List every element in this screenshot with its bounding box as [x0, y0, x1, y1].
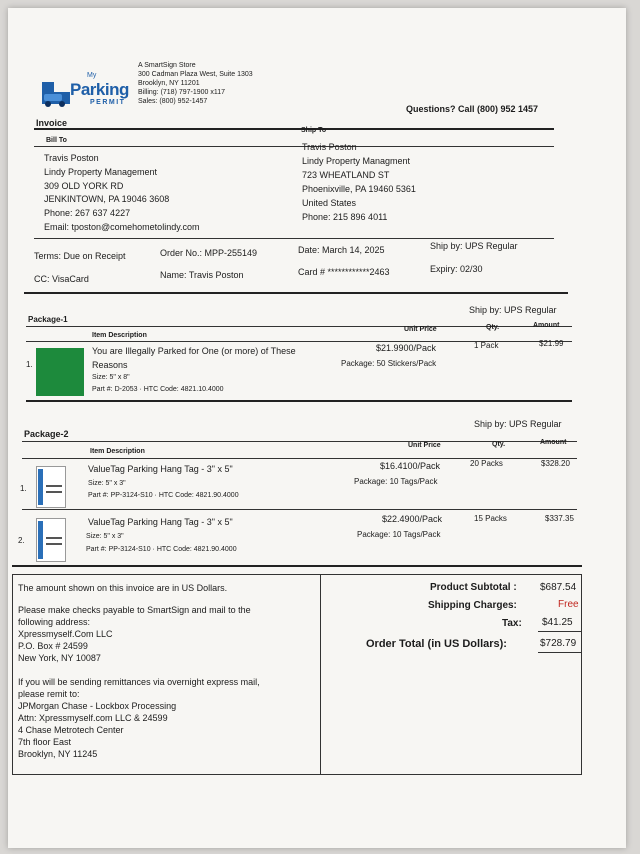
col-item-description: Item Description [90, 448, 145, 455]
tax-value: $41.25 [542, 617, 573, 628]
footer-left-border [12, 574, 13, 774]
col-amount: Amount [533, 322, 560, 329]
col-unit-price: Unit Price [404, 326, 437, 333]
col-unit-price: Unit Price [408, 442, 441, 449]
package-1-ship-by: Ship by: UPS Regular [469, 305, 557, 315]
item-size: Size: 5" x 3" [86, 533, 124, 540]
card-expiry: Expiry: 02/30 [430, 264, 483, 274]
ship-to-line: Phoenixville, PA 19460 5361 [302, 184, 416, 194]
item-size: Size: 5" x 3" [88, 480, 126, 487]
ship-to-line: United States [302, 198, 357, 208]
checks-note-cont: following address: [18, 617, 91, 627]
item-amount: $337.35 [545, 514, 574, 523]
store-address-1: 300 Cadman Plaza West, Suite 1303 [138, 71, 253, 78]
item-number: 1. [26, 360, 33, 369]
item-description: You are Illegally Parked for One (or more) of These [92, 346, 296, 356]
order-number: Order No.: MPP-255149 [160, 248, 258, 258]
store-address-2: Brooklyn, NY 11201 [138, 80, 200, 87]
ship-to-line: Travis Poston [302, 142, 357, 152]
subtotal-value: $687.54 [540, 582, 577, 593]
bill-to-heading: Bill To [46, 137, 67, 144]
hang-tag-thumbnail [36, 518, 66, 562]
col-qty: Qty. [492, 441, 506, 448]
ship-to-line: Lindy Property Managment [302, 156, 411, 166]
tax-underline [538, 631, 582, 632]
header-divider [34, 128, 554, 130]
cardholder-name: Name: Travis Poston [160, 270, 244, 280]
item-part-number: Part #: PP-3124-S10 · HTC Code: 4821.90.4000 [86, 546, 237, 553]
item-qty: 20 Packs [470, 459, 503, 468]
bill-to-line: 309 OLD YORK RD [44, 181, 124, 191]
item-number: 1. [20, 484, 27, 493]
order-info-divider [24, 292, 568, 294]
currency-note: The amount shown on this invoice are in US Dollars. [18, 583, 228, 593]
order-total-label: Order Total (in US Dollars): [366, 638, 507, 650]
logo-main-text: Parking [70, 80, 129, 99]
invoice-title: Invoice [36, 118, 68, 128]
col-item-description: Item Description [92, 332, 147, 339]
shipping-label: Shipping Charges: [428, 600, 517, 611]
item-description-cont: Reasons [92, 360, 128, 370]
logo-top-text: My [87, 72, 97, 79]
item-unit-price: $21.9900/Pack [376, 343, 437, 353]
address-heading-divider [34, 146, 554, 147]
remit-address-line: Attn: Xpressmyself.com LLC & 24599 [18, 713, 168, 723]
package-1-label: Package-1 [28, 315, 68, 324]
overnight-note-cont: please remit to: [18, 689, 80, 699]
checks-note: Please make checks payable to SmartSign and mail to the [18, 605, 251, 615]
hang-tag-thumbnail [36, 466, 66, 508]
logo-sub-text: PERMIT [90, 99, 126, 106]
my-parking-permit-logo [40, 68, 138, 114]
tax-label: Tax: [502, 618, 522, 629]
package-2-item-rule [22, 509, 577, 510]
item-package: Package: 10 Tags/Pack [354, 477, 438, 486]
footer-bottom-rule [12, 774, 582, 775]
package-1-bottom-rule [26, 400, 572, 402]
package-2-bottom-rule [12, 565, 582, 567]
item-description: ValueTag Parking Hang Tag - 3" x 5" [88, 464, 233, 474]
mail-address-line: Xpressmyself.Com LLC [18, 629, 113, 639]
item-description: ValueTag Parking Hang Tag - 3" x 5" [88, 517, 233, 527]
card-number: Card # ************2463 [298, 267, 390, 277]
footer-center-divider [320, 574, 321, 774]
ship-to-line: 723 WHEATLAND ST [302, 170, 390, 180]
overnight-note: If you will be sending remittances via overnight express mail, [18, 677, 260, 687]
remit-address-line: Brooklyn, NY 11245 [18, 749, 98, 759]
car-icon [40, 74, 72, 108]
sticker-thumbnail [36, 348, 84, 396]
remit-address-line: JPMorgan Chase - Lockbox Processing [18, 701, 177, 711]
order-total-value: $728.79 [540, 638, 577, 649]
col-qty: Qty. [486, 324, 500, 331]
remit-address-line: 4 Chase Metrotech Center [18, 725, 124, 735]
item-unit-price: $22.4900/Pack [382, 514, 443, 524]
item-package: Package: 10 Tags/Pack [357, 530, 441, 539]
terms: Terms: Due on Receipt [34, 251, 126, 261]
mail-address-line: New York, NY 10087 [18, 653, 101, 663]
footer-right-border [581, 574, 582, 774]
store-sales-phone: Sales: (800) 952-1457 [138, 98, 208, 105]
item-unit-price: $16.4100/Pack [380, 461, 441, 471]
subtotal-label: Product Subtotal : [430, 582, 517, 593]
item-number: 2. [18, 536, 25, 545]
ship-by: Ship by: UPS Regular [430, 241, 518, 251]
package-2-label: Package-2 [24, 429, 69, 439]
item-part-number: Part #: D-2053 · HTC Code: 4821.10.4000 [92, 386, 224, 393]
invoice-page [8, 8, 626, 848]
bill-to-line: Phone: 267 637 4227 [44, 208, 131, 218]
order-date: Date: March 14, 2025 [298, 245, 385, 255]
footer-top-rule [12, 574, 582, 575]
item-amount: $328.20 [541, 459, 570, 468]
ship-to-line: Phone: 215 896 4011 [302, 212, 388, 222]
ship-to-heading: Ship To [301, 127, 327, 134]
col-amount: Amount [540, 439, 567, 446]
mail-address-line: P.O. Box # 24599 [18, 641, 88, 651]
bill-to-line: Travis Poston [44, 153, 99, 163]
bill-to-email: Email: tposton@comehometolindy.com [44, 222, 200, 232]
item-part-number: Part #: PP-3124-S10 · HTC Code: 4821.90.4000 [88, 492, 239, 499]
bill-to-line: Lindy Property Management [44, 167, 158, 177]
item-size: Size: 5" x 8" [92, 374, 130, 381]
item-qty: 1 Pack [474, 341, 499, 350]
address-bottom-divider [34, 238, 554, 239]
item-amount: $21.99 [539, 339, 564, 348]
total-underline [538, 652, 582, 653]
store-billing-phone: Billing: (718) 797-1900 x117 [138, 89, 226, 96]
questions-phone: Questions? Call (800) 952 1457 [406, 104, 539, 114]
bill-to-line: JENKINTOWN, PA 19046 3608 [44, 194, 170, 204]
item-qty: 15 Packs [474, 514, 507, 523]
package-2-ship-by: Ship by: UPS Regular [474, 419, 562, 429]
credit-card-type: CC: VisaCard [34, 274, 89, 284]
shipping-value: Free [558, 599, 579, 610]
remit-address-line: 7th floor East [18, 737, 72, 747]
store-name: A SmartSign Store [138, 62, 196, 69]
item-package: Package: 50 Stickers/Pack [341, 359, 437, 368]
